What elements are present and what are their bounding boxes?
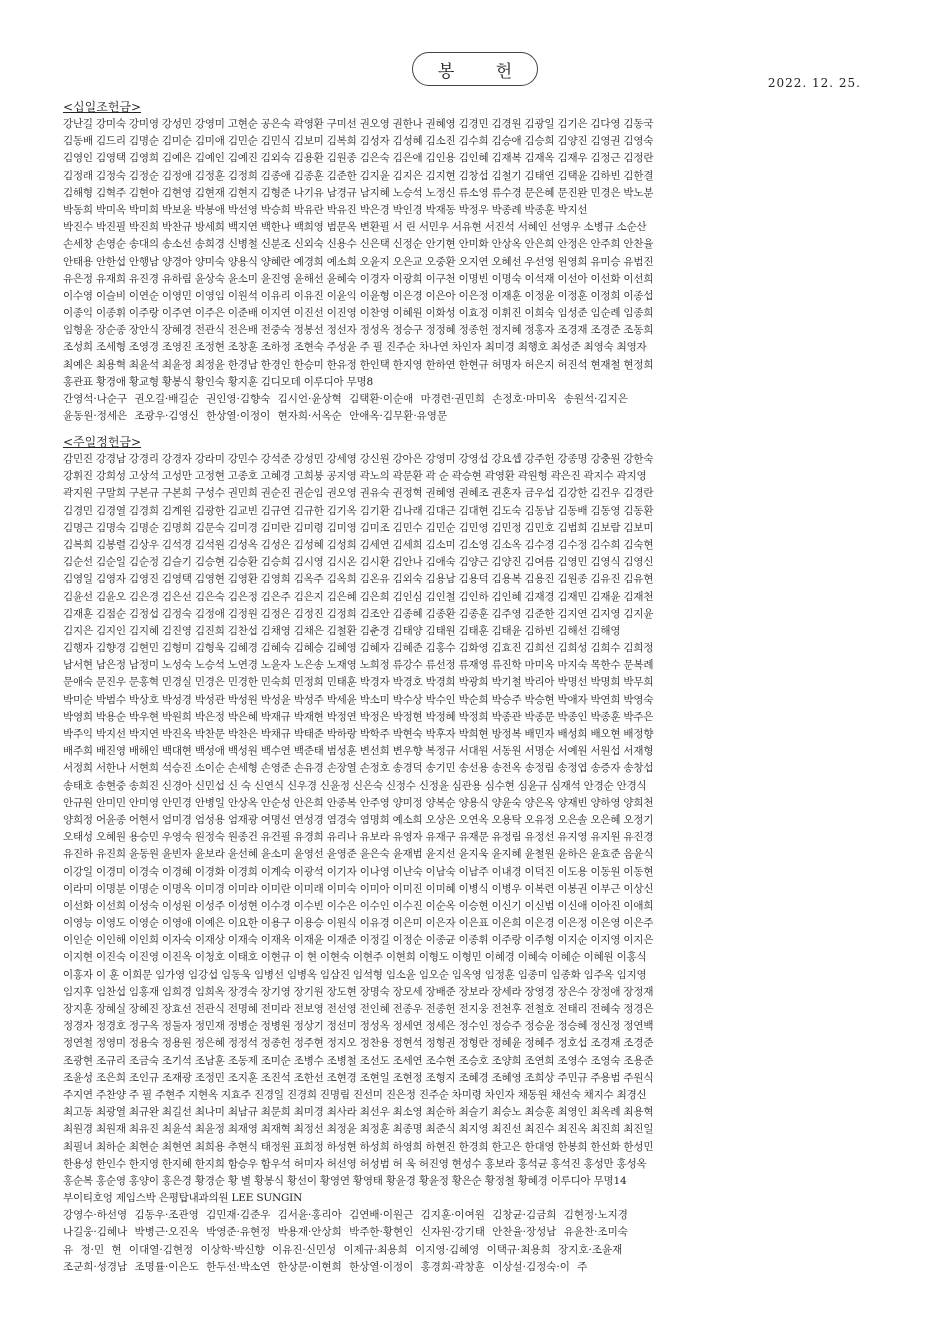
name-row: 박진수 박진필 박진희 박찬규 방세희 백지연 백한나 백희영 범문옥 변환필 서 린 서민우 서유현 서진석 서혜인 선영우 소병규 소순산 xyxy=(63,221,647,234)
name-row: 안규원 안미민 안미영 안민경 안병일 안상옥 안순성 안은희 안종복 안주영 양미정 양복순 양용식 양윤숙 양은옥 양재빈 양하영 양희천 xyxy=(63,796,654,809)
name-row: 김재훈 김점순 김정섭 김정숙 김정애 김정원 김정은 김정진 김정희 김조안 김종혜 김종환 김종훈 김주영 김준한 김지연 김지영 김지윤 xyxy=(63,607,654,620)
name-row: 최고동 최광열 최규완 최길선 최나미 최남규 최문희 최미경 최사라 최선우 최소영 최순하 최슬기 최승노 최승훈 최영인 최옥례 최용혁 xyxy=(63,1106,654,1119)
name-row: 이홍자 이 훈 이희문 임가영 임강섭 임동욱 임병선 임병옥 임삼진 임석형 임소윤 임오순 임옥영 임정훈 임종미 임종화 임주옥 임지영 xyxy=(63,968,647,981)
name-row: 이강일 이경미 이경숙 이경혜 이경화 이경희 이계숙 이광석 이기자 이나영 이난숙 이남숙 이남주 이내경 이덕진 이도용 이동원 이동현 xyxy=(63,865,654,878)
name-row: 조성희 조세형 조영경 조영진 조정현 조창훈 조하정 조현숙 주성윤 주 필 진주순 차나연 차인자 최미경 최행호 최성준 최영숙 최영자 xyxy=(63,341,647,354)
tithe-names-list xyxy=(63,116,875,391)
name-row: 박주익 박지선 박지연 박진옥 박찬문 박찬은 박채규 박태준 박하랑 박학주 박현숙 박후자 박희현 방정복 배민자 배성희 배오현 배정향 xyxy=(63,728,654,740)
name-row: 강휘진 강희성 고상석 고성만 고정현 고종호 고혜경 고희붕 공지영 곽노의 곽문환 곽 순 곽승현 곽영환 곽원형 곽은진 곽지수 곽지영 xyxy=(63,470,647,483)
sunday-offering-section xyxy=(63,434,875,1276)
name-row: 최필녀 최하순 최현순 최현연 최희용 추현식 태정원 표희정 하성현 하성희 하영희 하현진 한경희 한고은 한대영 한봉희 한선화 한성민 xyxy=(63,1140,654,1153)
name-row: 배주희 배진영 배해인 백대현 백성애 백성원 백수연 백준태 범성훈 변선희 변우향 복정규 서대원 서동원 서명순 서예원 서원섭 서재형 xyxy=(63,745,654,758)
joint-name-row: 강영수·하선영 김동우·조관영 김민재·김준우 김서윤·홍리아 김연배·이원근 김지훈·이여원 김창균·김금희 김현정·노지경 xyxy=(63,1209,628,1222)
name-row: 유은정 유재희 유진경 유하림 윤상숙 윤소미 윤진영 윤해선 윤혜숙 이경자 이광희 이구천 이명빈 이명숙 이석재 이선아 이선화 이선희 xyxy=(63,272,654,285)
name-row: 조광현 조규리 조금숙 조기석 조남훈 조동제 조미순 조병수 조병철 조선도 조세연 조수현 조승호 조양희 조연희 조영수 조영숙 조용준 xyxy=(63,1054,654,1067)
name-row: 이선화 이선희 이성숙 이성원 이성주 이성현 이수경 이수빈 이수은 이수인 이수진 이순옥 이승현 이신기 이신범 이신애 이아진 이애희 xyxy=(63,899,654,912)
name-row: 오태성 오혜원 용승민 우영숙 원정숙 원종건 유건필 유경희 유리나 유보라 유영자 유재구 유재문 유정림 유정선 유지영 유지원 유진경 xyxy=(63,831,654,844)
name-row: 주지연 주찬양 주 필 주현주 지현옥 지효주 진경일 진경희 진명림 진선미 진은정 진주순 차미령 차인자 채동원 채선숙 채지수 최경신 xyxy=(63,1088,647,1101)
section-heading-sunday: <주일정헌금> xyxy=(63,435,142,449)
name-row: 한용성 한인수 한지영 한지혜 한지희 함승우 함우석 허미자 허선영 허성범 허 욱 허진영 현성수 홍보라 홍석균 홍석진 홍성만 홍성옥 xyxy=(63,1157,647,1170)
name-row: 김경민 김경열 김경희 김계원 김광한 김교빈 김규연 김규한 김기옥 김기환 김나래 김대근 김대현 김도숙 김동남 김동배 김동영 김동환 xyxy=(63,504,654,517)
name-row: 송태호 송현중 송희진 신경아 신민섭 신 숙 신연식 신우경 신윤정 신은숙 신정수 신정윤 심관용 심수현 심윤규 심재석 안경순 안경식 xyxy=(63,779,647,792)
joint-name-row: 윤동원·정세은 조광우·김영신 한상열·이정이 현자희·서옥순 안애옥·김무환·유영문 xyxy=(63,410,448,423)
name-row: 감민진 강경남 강경리 강경자 강라미 강민수 강석준 강성민 강세영 강신원 강아은 강영미 강영섭 강요셉 강주헌 강종명 강충원 강한숙 xyxy=(63,453,654,465)
name-row: 장지훈 장혜실 장혜진 장효선 전관식 전명혜 전미라 전보영 전선영 전인혜 전종우 전종헌 전지웅 전천후 전철호 전태리 전혜숙 정경은 xyxy=(63,1003,654,1015)
name-row: 김윤선 김윤오 김은경 김은선 김은숙 김은정 김은주 김은지 김은혜 김은희 김인심 김인철 김인하 김인혜 김재경 김재민 김재윤 김재천 xyxy=(63,590,654,603)
name-row: 김지은 김지인 김지혜 김진영 김진희 김찬섭 김채영 김채은 김철환 김춘경 김태양 김태원 김태훈 김태윤 김하빈 김해선 김해영 xyxy=(63,624,621,637)
name-row: 문애숙 문진우 문홍혁 민경실 민경은 민경한 민숙희 민정희 민태훈 박경자 박경호 박경희 박광희 박기철 박리아 박명선 박명희 박무희 xyxy=(63,676,654,689)
name-row: 서정희 서한나 서현희 석승진 소이순 손세형 손영준 손유경 손장열 손정호 송경덕 송기민 송선용 송전옥 송정림 송정엽 송증자 송창섭 xyxy=(63,762,654,775)
name-row: 김순선 김순일 김순정 김슬기 김승현 김승환 김승희 김시영 김시온 김시환 김안나 김애숙 김양근 김양진 김여름 김영민 김영식 김영신 xyxy=(63,556,654,569)
name-row: 박동희 박미옥 박미희 박보윤 박봉애 박선영 박승희 박유란 박유진 박은경 박인경 박재동 박정우 박종례 박종훈 박지선 xyxy=(63,203,588,216)
name-row: 부이티호엉 제임스박 은평탑내과의원 LEE SUNGIN xyxy=(63,1192,303,1205)
name-row: 최원경 최원재 최유진 최윤석 최윤정 최재영 최재혁 최정선 최정윤 최정훈 최종명 최준식 최지영 최진선 최진수 최진옥 최진희 최진일 xyxy=(63,1123,654,1136)
name-row: 이수영 이슬비 이연순 이영민 이영임 이원석 이유리 이유진 이윤익 이윤형 이은경 이은아 이은정 이재훈 이정윤 이정훈 이정희 이종섭 xyxy=(63,289,654,302)
name-row: 조윤성 조은희 조인규 조재광 조정민 조지훈 조진석 조한선 조현경 조현일 조현정 조형지 조혜경 조혜영 조희상 주민규 주용범 주원식 xyxy=(63,1071,654,1084)
name-row: 유진하 유진희 윤동원 윤빈자 윤보라 윤선혜 윤소미 윤영선 윤영준 윤은숙 윤재범 윤지선 윤지욱 윤지혜 윤철원 윤하은 윤효준 음윤식 xyxy=(63,848,654,861)
name-row: 남서현 남은정 남정미 노성숙 노승석 노연경 노윤자 노은송 노재영 노희정 류강수 류선정 류재영 류진학 마미옥 마지숙 목한수 문복례 xyxy=(63,659,654,672)
name-row: 김영인 김영택 김영희 김예은 김예인 김예진 김외숙 김용환 김원종 김은숙 김은애 김인용 김인혜 김재복 김재옥 김재우 김정근 김정란 xyxy=(63,152,654,165)
name-row: 김행자 김향경 김현민 김형미 김형욱 김혜경 김혜숙 김혜승 김혜영 김혜자 김혜준 김홍수 김화영 김효진 김희선 김희성 김희수 김희정 xyxy=(63,642,654,655)
name-row: 김동배 김드리 김명순 김미순 김미애 김민순 김민식 김보미 김복희 김성자 김성혜 김소진 김수희 김승애 김승희 김양진 김영권 김영숙 xyxy=(63,135,654,148)
name-row: 임형윤 장순종 장안식 장혜경 전관식 전은배 전중숙 정봉선 정선자 정성옥 정승구 정정혜 정종헌 정지혜 정홍자 조경재 조경준 조동희 xyxy=(63,324,654,337)
joint-name-row: 조군희·성경남 조명률·이은도 한두선·박소연 한상문·이현희 한상열·이정이 홍경희·곽창훈 이상설·김정숙·이 주 xyxy=(63,1260,588,1273)
name-row: 홍순복 홍순영 홍양이 홍은경 황경순 황 별 황봉식 황선이 황영연 황영태 황윤경 황윤정 황은순 황정철 황혜경 이루디아 무명14 xyxy=(63,1174,627,1187)
name-row: 김영일 김영자 김영진 김영택 김영현 김영환 김영희 김옥주 김옥희 김온유 김외숙 김용남 김용덕 김용복 김용진 김원종 김유진 김유현 xyxy=(63,573,654,586)
name-row: 김복희 김봉렬 김상우 김석경 김석원 김성옥 김성은 김성혜 김성희 김세연 김세희 김소미 김소영 김소옥 김수경 김수정 김수희 김숙현 xyxy=(63,538,654,551)
section-heading-tithe: <십일조헌금> xyxy=(63,100,142,114)
service-date: 2022. 12. 25. xyxy=(767,76,861,90)
name-row: 박영희 박용순 박우현 박원희 박은정 박은혜 박재규 박재현 박정연 박정은 박정현 박정혜 박정희 박종관 박종문 박종인 박종훈 박주은 xyxy=(63,710,654,723)
name-row: 최예은 최용혁 최윤석 최윤정 최정윤 한경남 한경인 한승미 한유정 한인택 한지영 한하연 한현규 허명자 허은지 허진석 현재철 현정희 xyxy=(63,358,654,371)
name-row: 이지현 이진숙 이진영 이진옥 이청호 이태호 이현규 이 현 이현숙 이현주 이현희 이형도 이형민 이혜경 이혜숙 이혜순 이혜원 이홍식 xyxy=(63,951,647,964)
name-row: 홍관표 황경애 황교형 황봉식 황인숙 황지훈 김디모데 이루디아 무명8 xyxy=(63,375,373,388)
tithe-section xyxy=(63,99,875,425)
sunday-joint-names-list xyxy=(63,1207,875,1276)
name-row: 이영능 이영도 이영순 이영애 이예은 이요한 이용구 이용승 이원식 이유경 이은미 이은자 이은표 이은희 이은경 이은정 이은영 이은주 xyxy=(63,917,654,930)
name-row: 손세창 손영순 송대의 송소선 송희경 신병철 신분조 신외숙 신용수 신은택 신정순 안기현 안미화 안상옥 안은희 안정은 안주희 안찬율 xyxy=(63,238,654,251)
name-row: 이종익 이종휘 이주랑 이주연 이주은 이준배 이지연 이진선 이진영 이찬영 이혜원 이화성 이효정 이휘진 이희숙 임성준 임순례 임종희 xyxy=(63,307,654,320)
name-row: 양희정 어윤종 어현서 엄미경 엄성용 엄재광 여명선 연성경 염경숙 염명희 예소희 오상은 오연옥 오용탁 오유정 오은솔 오은혜 오정기 xyxy=(63,813,654,826)
joint-name-row: 나길웅·김혜나 박병근·오진옥 박영준·유현정 박용재·안상희 박주한·황현인 신자원·강기태 안찬율·장성남 유윤찬·조미숙 xyxy=(63,1226,628,1239)
name-row: 김정래 김정숙 김정순 김정애 김정훈 김정희 김종애 김종훈 김준한 김지윤 김지은 김지현 김창섭 김철기 김태연 김택윤 김하빈 김한결 xyxy=(63,169,654,182)
sunday-names-list xyxy=(63,451,875,1207)
joint-name-row: 유 정·민 현 이대열·김현정 이상학·박신향 이유진·신민성 이제규·최용희 이지영·김혜영 이택규·최용희 장지호·조윤재 xyxy=(63,1243,623,1256)
name-row: 이인순 이인해 이인희 이자숙 이재상 이재숙 이재옥 이재윤 이재준 이정길 이정순 이종균 이종휘 이주랑 이주형 이지순 이지영 이지은 xyxy=(63,934,654,947)
name-row: 정경자 정경호 정구옥 정둘자 정민재 정병순 정병원 정상기 정선미 정성옥 정세연 정세은 정수인 정승주 정승윤 정승혜 정신정 정연백 xyxy=(63,1020,654,1033)
tithe-joint-names-list xyxy=(63,391,875,425)
name-row: 이라미 이명분 이명순 이명옥 이미경 이미라 이미란 이미래 이미숙 이미아 이미진 이미혜 이병식 이병우 이복련 이봉권 이부근 이상신 xyxy=(63,882,654,895)
name-row: 임지후 임찬섭 임홍재 임희경 임희옥 장경숙 장기영 장기원 장도현 장명숙 장모세 장배준 장보라 장세라 장영경 장은수 장정애 장정재 xyxy=(63,985,654,998)
name-row: 김해형 김혁주 김현아 김현영 김현재 김현지 김형준 나기유 남경규 남지혜 노승석 노정신 류소영 류수경 문은혜 문진완 민경은 박노분 xyxy=(63,186,654,199)
name-row: 강난길 강미숙 강미영 강성민 강영미 고현순 공은숙 곽영환 구미선 권오영 권한나 권혜영 김경민 김경원 김광일 김기은 김다영 김동국 xyxy=(63,118,654,130)
name-row: 박미순 박범수 박상호 박성경 박성관 박성원 박성윤 박성주 박세윤 박소미 박수상 박수인 박순희 박승주 박승현 박애자 박연희 박영숙 xyxy=(63,693,654,706)
name-row: 정연철 정영미 정용숙 정용원 정은혜 정정석 정종헌 정주현 정지오 정찬용 정현석 정형권 정형란 정혜윤 정혜주 정호섭 조경재 조경준 xyxy=(63,1037,654,1050)
page-title: 봉 헌 xyxy=(412,52,538,86)
name-row: 김명근 김명숙 김명순 김명희 김문숙 김미경 김미란 김미령 김미영 김미조 김민수 김민순 김민영 김민정 김민호 김범희 김보람 김보미 xyxy=(63,521,654,534)
name-row: 안태용 안한섭 안행남 양경아 양미숙 양용식 양혜란 예경희 예소희 오윤지 오은교 오중환 오지연 오혜선 우선영 원영희 유미승 유범진 xyxy=(63,255,654,268)
joint-name-row: 간영석·나순구 권오길·배길순 권인영·김향숙 김시언·윤상혁 김택환·이순애 마경련·권민희 손정호·마미옥 송원석·김지은 xyxy=(63,393,628,405)
name-row: 곽지원 구말희 구본규 구본희 구성수 권민희 권순진 권순임 권오영 권유숙 권정혁 권혜영 권혜조 권혼자 금우섭 김강한 김건우 김경란 xyxy=(63,487,654,500)
